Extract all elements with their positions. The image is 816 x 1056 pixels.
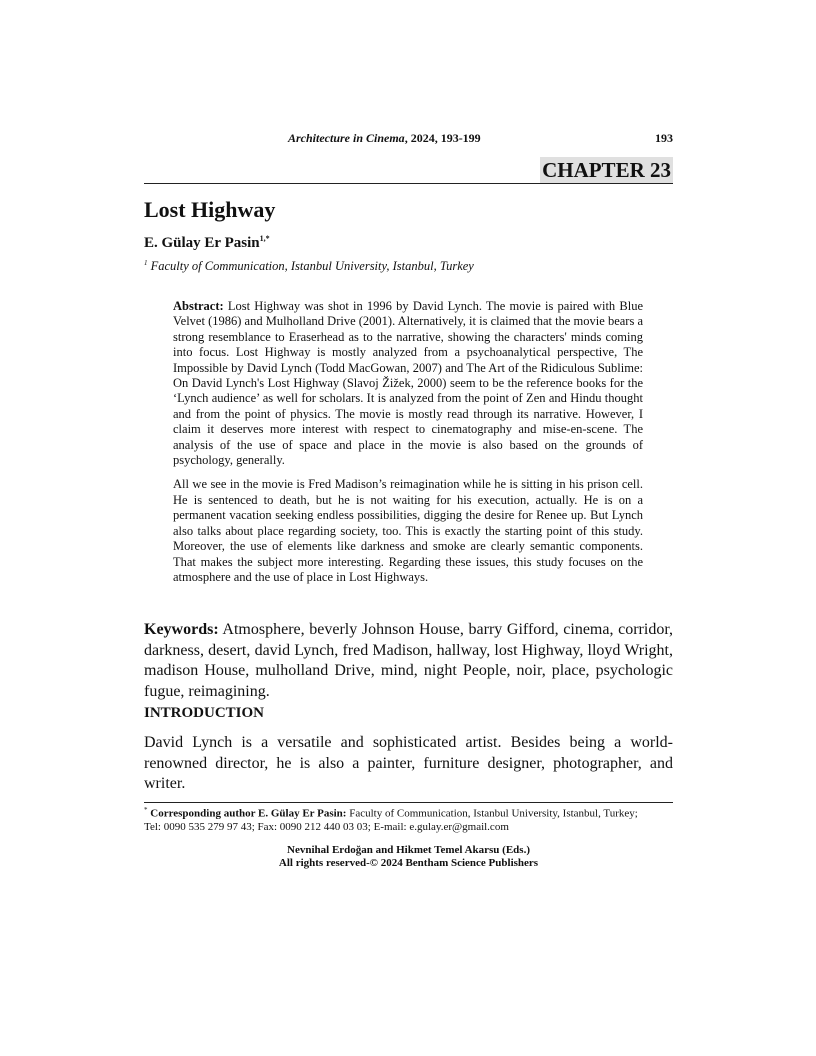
header-rule [144, 183, 673, 184]
abstract-paragraph-2: All we see in the movie is Fred Madison’s reimagination while he is sitting in his prison cell. He is sentenced to death, but he is not waiting for his execution, actually. He is on a permanent vacation seeking endless possibilities, digging the desire for Renee up. But Lynch also talks about place regarding society, too. This is exactly the starting point of this study. Moreover, the use of elements like darkness and smoke are clearly semantic components. That makes the subject more interesting. Regarding these issues, this study focuses on the atmosphere and the use of place in Lost Highways. [173, 477, 643, 584]
journal-title: Architecture in Cinema [288, 131, 405, 145]
footnote-contact: Tel: 0090 535 279 97 43; Fax: 0090 212 440 03 03; E-mail: e.gulay.er@gmail.com [144, 821, 509, 834]
keywords: Keywords: Atmosphere, beverly Johnson House, barry Gifford, cinema, corridor, darkness, desert, david Lynch, fred Madison, hallway, lost Highway, lloyd Wright, madison House, mulholland Drive, mind, night People, noir, place, psychologic fugue, reimagining. [144, 621, 673, 700]
author: E. Gülay Er Pasin$^{1,*}$ [144, 234, 270, 251]
editors-credit: Nevnihal Erdoğan and Hikmet Temel Akarsu (Eds.) All rights reserved-© 2024 Bentham Science Publishers [278, 844, 539, 869]
footnote: * Corresponding author E. Gülay Er Pasin: Faculty of Communication, Istanbul University, Istanbul, Turkey; Tel: 0090 535 279 97 43; Fax: 0090 212 440 03 03; E-mail: e.gulay.er@gmail.com [144, 806, 638, 834]
abstract-paragraph-1: Abstract: Lost Highway was shot in 1996 by David Lynch. The movie is paired with Blue Velvet (1986) and Mulholland Drive (2001). Alternatively, it is claimed that the movie bears a strong resemblance to Eraserhead as to the narrative, showing the characters' minds coming into focus. Lost Highway is mostly analyzed from a psychoanalytical perspective, The Impossible by David Lynch (Todd MacGowan, 2007) and The Art of the Ridiculous Sublime: On David Lynch's Lost Highway (Slavoj Žižek, 2000) seem to be the reference books for the ‘Lynch audience’ as well for scholars. It is analyzed from the point of Zen and Hindu thought and from the point of physics. The movie is mostly read through its narrative. However, I claim it deserves more interest with respect to cinematography and mise-en-scene. The analysis of the use of space and place in the movie is also based on the grounds of psychology, generally. [173, 299, 643, 468]
footnote-rule [144, 802, 673, 803]
chapter-label: CHAPTER 23 [542, 158, 671, 182]
section-heading: INTRODUCTION [144, 705, 265, 721]
affiliation: $^1$ Faculty of Communication, Istanbul University, Istanbul, Turkey [144, 259, 474, 274]
page-number: 193 [655, 131, 673, 145]
chapter-title: Lost Highway [144, 197, 276, 222]
abstract [173, 299, 643, 594]
introduction-paragraph: David Lynch is a versatile and sophisticated artist. Besides being a world-renowned director, he is also a painter, furniture designer, photographer, and writer. [144, 734, 673, 792]
journal-details: , 2024, 193-199 [404, 131, 481, 145]
